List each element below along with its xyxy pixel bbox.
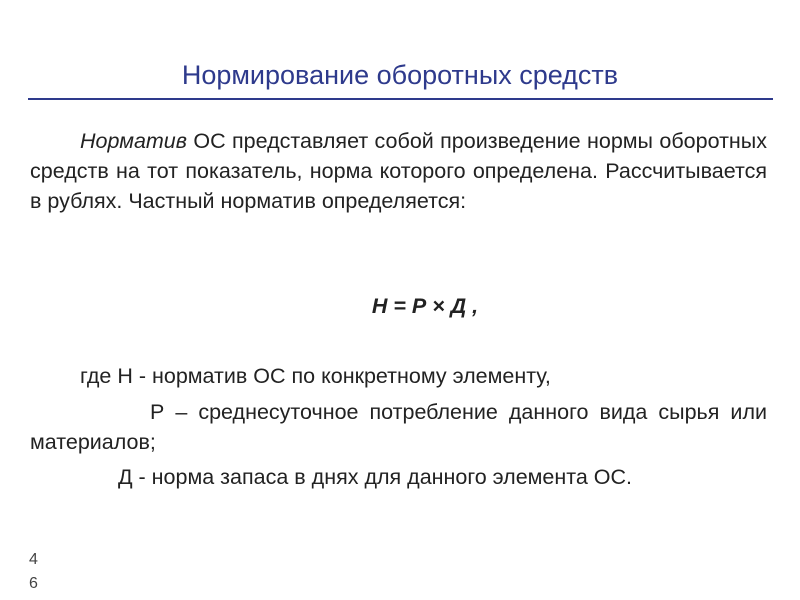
intro-term: Норматив — [80, 129, 187, 153]
definition-d: Д - норма запаса в днях для данного элемента ОС. — [118, 465, 633, 489]
definition-n: где Н - норматив ОС по конкретному элементу, — [80, 364, 551, 388]
slide-title: Нормирование оборотных средств — [181, 60, 619, 90]
definition-r: Р – среднесуточное потребление данного вида сырья или материалов; — [30, 400, 767, 454]
intro-paragraph — [30, 126, 767, 216]
formula: Н = Р × Д , — [371, 294, 479, 318]
title-divider — [28, 98, 773, 100]
intro-text: ОС представляет собой произведение нормы оборотных средств на тот показатель, норма которого определена. Рассчитывается в рублях. Частный норматив определяется: — [30, 129, 767, 213]
page-number: 46 — [29, 551, 38, 592]
